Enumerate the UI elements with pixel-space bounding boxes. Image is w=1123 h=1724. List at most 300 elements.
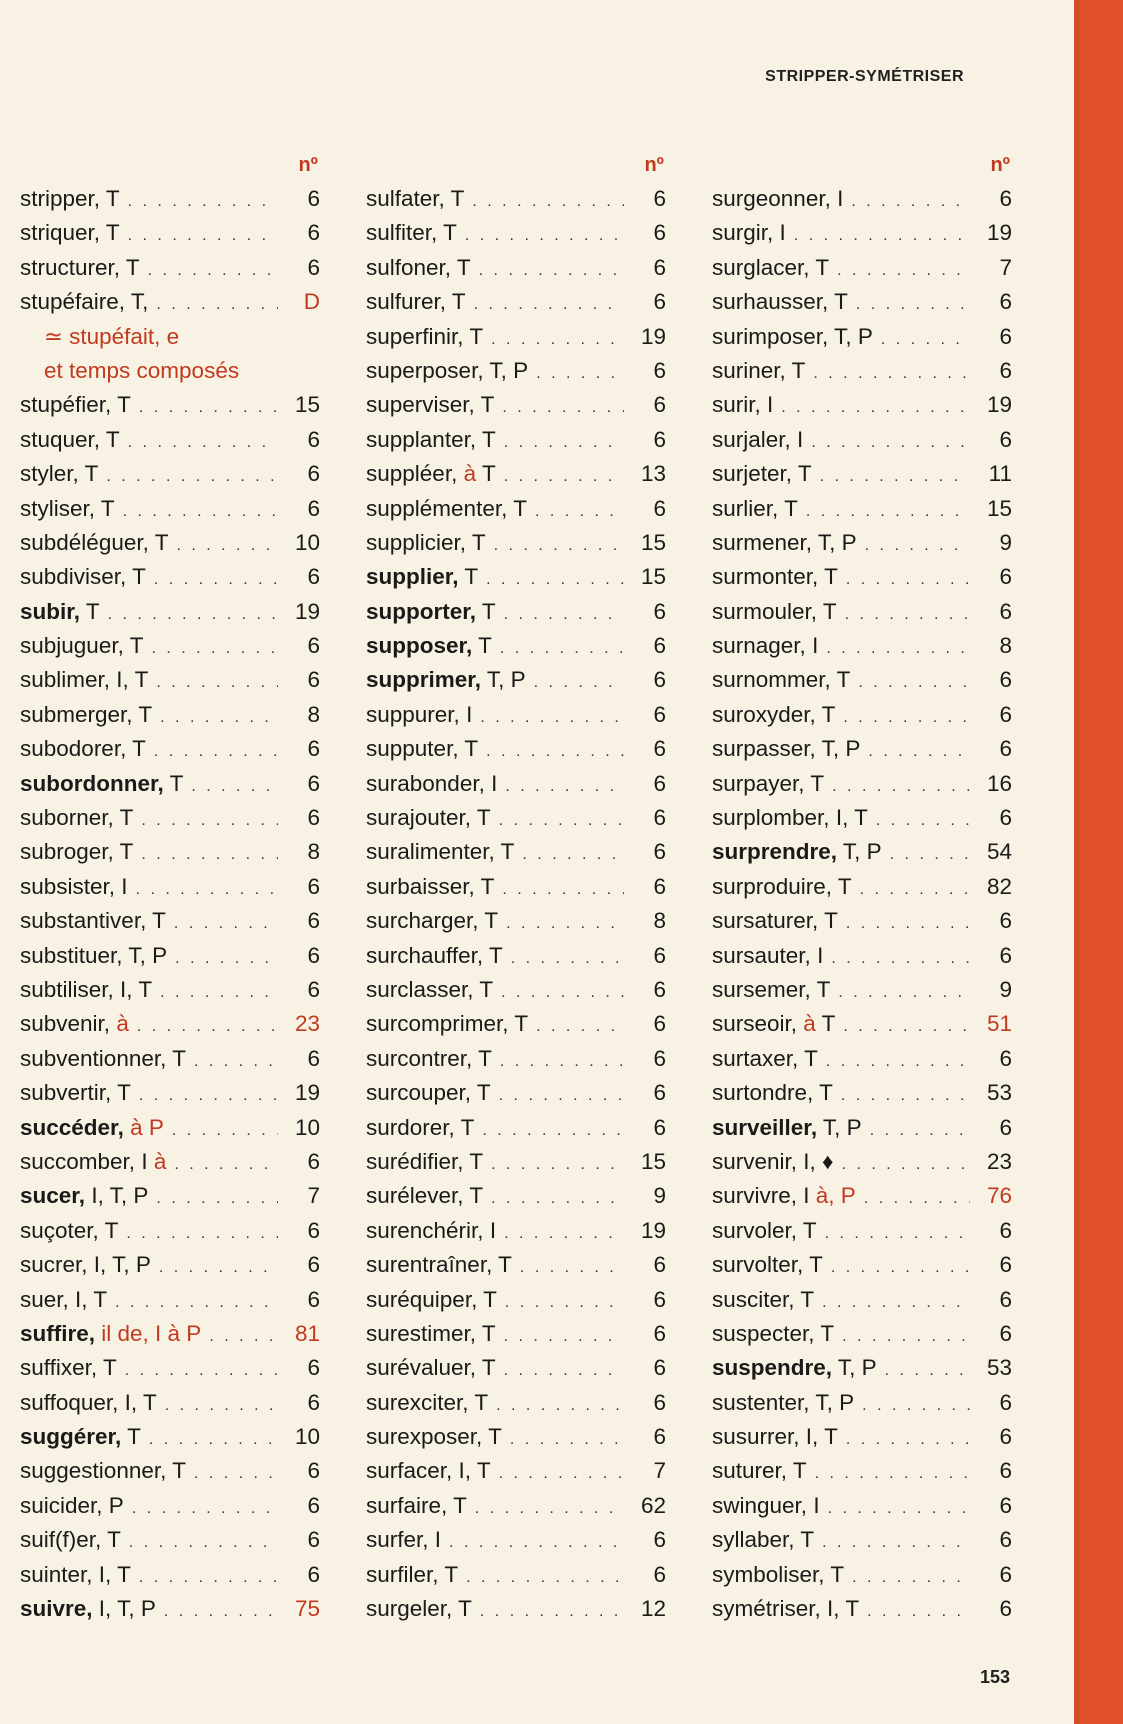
- leader-dots: [841, 1079, 970, 1113]
- conjugation-number: 6: [999, 701, 1012, 727]
- conjugation-number: 6: [307, 220, 320, 246]
- page-edge-band: [1074, 0, 1123, 1724]
- conjugation-number: 6: [999, 357, 1012, 383]
- entry-verb: [366, 1007, 528, 1041]
- grammar-code: T, P: [483, 357, 529, 383]
- leader-dots: [499, 1079, 624, 1113]
- entry-row: [366, 354, 666, 388]
- grammar-code: T, P: [815, 736, 861, 762]
- entry-row: [20, 1489, 320, 1523]
- entry-row: [20, 251, 320, 285]
- conjugation-number: 6: [999, 1458, 1012, 1484]
- entry-verb: [712, 354, 805, 388]
- verb-word: subodorer,: [20, 736, 127, 762]
- entry-verb: [712, 1351, 877, 1385]
- grammar-code: T: [463, 1183, 484, 1209]
- verb-word: stripper,: [20, 186, 101, 211]
- grammar-code-red: à: [110, 1011, 129, 1037]
- entry-row: [20, 1317, 320, 1351]
- grammar-code: T: [474, 873, 495, 899]
- grammar-code: I: [773, 220, 786, 246]
- entry-row: [366, 320, 666, 354]
- verb-word: surfiler,: [366, 1561, 439, 1587]
- grammar-code: I, T: [799, 1424, 838, 1450]
- conjugation-number: 62: [640, 1492, 666, 1518]
- entry-row: [20, 1007, 320, 1041]
- entry-verb: [712, 1283, 814, 1317]
- leader-dots: [128, 185, 278, 219]
- verb-word: subvertir,: [20, 1080, 112, 1106]
- grammar-code: T: [476, 598, 496, 624]
- conjugation-number: 15: [640, 529, 666, 555]
- leader-dots: [504, 1217, 624, 1251]
- entry-verb: [712, 492, 798, 526]
- conjugation-number: 6: [307, 1045, 320, 1071]
- entry-row: [712, 1111, 1012, 1145]
- leader-dots: [480, 701, 624, 735]
- entry-verb: [712, 870, 852, 904]
- conjugation-number: 6: [307, 736, 320, 762]
- grammar-code: T: [785, 357, 806, 383]
- entry-verb: [366, 835, 514, 869]
- grammar-code: T: [787, 1458, 807, 1484]
- entry-row: [20, 870, 320, 904]
- grammar-code: T: [97, 1355, 117, 1381]
- entry-row: [712, 767, 1012, 801]
- entry-row: [20, 595, 320, 629]
- leader-dots: [881, 323, 970, 357]
- entry-verb: [712, 1179, 856, 1213]
- entry-row: [20, 388, 320, 422]
- entry-row: [712, 1076, 1012, 1110]
- grammar-code: T: [471, 805, 491, 831]
- entry-row: [712, 216, 1012, 250]
- verb-word: surclasser,: [366, 976, 474, 1002]
- entry-row: [20, 560, 320, 594]
- grammar-code: T: [472, 1045, 492, 1071]
- entry-row: [20, 320, 320, 354]
- entry-row: [712, 423, 1012, 457]
- entry-row: [20, 1179, 320, 1213]
- verb-word: sursauter,: [712, 942, 811, 968]
- entry-row: [712, 320, 1012, 354]
- conjugation-number: 9: [653, 1183, 666, 1209]
- verb-word: surcharger,: [366, 908, 479, 934]
- entry-verb: [366, 1179, 483, 1213]
- verb-word: subvenir,: [20, 1011, 111, 1037]
- entry-verb: [20, 560, 146, 594]
- grammar-code: I: [115, 873, 128, 899]
- entry-verb: [20, 1076, 131, 1110]
- entry-verb: [20, 526, 168, 560]
- entry-verb: [20, 732, 146, 766]
- verb-word: supplanter,: [366, 426, 477, 452]
- grammar-code: T: [458, 564, 479, 590]
- entry-row: [712, 1179, 1012, 1213]
- entry-row: [712, 1351, 1012, 1385]
- entry-row: [366, 767, 666, 801]
- number-header: nº: [990, 154, 1010, 176]
- verb-word: suçoter,: [20, 1217, 99, 1243]
- verb-word: surseoir,: [712, 1011, 798, 1037]
- leader-dots: [876, 804, 970, 838]
- conjugation-number: 6: [653, 667, 666, 693]
- entry-row: [712, 1420, 1012, 1454]
- entry-verb: [712, 698, 835, 732]
- verb-word: surglacer,: [712, 254, 810, 280]
- entry-verb: [712, 251, 829, 285]
- entry-row: [366, 973, 666, 1007]
- conjugation-number: 6: [653, 1080, 666, 1106]
- verb-word: surenchérir,: [366, 1217, 484, 1243]
- entry-verb: [712, 973, 830, 1007]
- leader-dots: [502, 873, 624, 907]
- verb-word: surhausser,: [712, 289, 829, 315]
- verb-word: surchauffer,: [366, 942, 484, 968]
- leader-dots: [828, 1492, 970, 1526]
- entry-verb: [20, 1489, 124, 1523]
- entry-verb: [712, 767, 824, 801]
- verb-word: styliser,: [20, 495, 96, 521]
- leader-dots: [813, 357, 970, 391]
- grammar-code: T: [438, 1561, 459, 1587]
- conjugation-number: 7: [307, 1183, 320, 1209]
- conjugation-number: 6: [307, 254, 320, 280]
- grammar-code: T: [482, 1424, 502, 1450]
- entry-verb: [366, 1558, 458, 1592]
- grammar-code: T: [492, 1252, 512, 1278]
- verb-word: surabonder,: [366, 770, 485, 796]
- conjugation-number: 6: [307, 1286, 320, 1312]
- conjugation-number: 6: [999, 1217, 1012, 1243]
- entry-row: [366, 1351, 666, 1385]
- entry-verb: [20, 492, 115, 526]
- grammar-code-red: à: [797, 1011, 816, 1037]
- entry-row: [366, 1420, 666, 1454]
- leader-dots: [862, 1389, 970, 1423]
- verb-word: surtaxer,: [712, 1045, 799, 1071]
- conjugation-number: 53: [986, 1080, 1012, 1106]
- verb-word: sucer,: [20, 1183, 86, 1209]
- entry-verb: [366, 1592, 472, 1626]
- entry-row: [366, 801, 666, 835]
- grammar-code: I: [428, 1527, 442, 1553]
- conjugation-number: 6: [653, 1045, 666, 1071]
- verb-word: suralimenter,: [366, 839, 495, 865]
- column-3: [712, 148, 1012, 1626]
- entry-verb: [20, 698, 152, 732]
- leader-dots: [502, 391, 624, 425]
- verb-word: sublimer,: [20, 667, 111, 693]
- entry-row: [366, 1007, 666, 1041]
- conjugation-number: 6: [653, 1114, 666, 1140]
- leader-dots: [851, 185, 970, 219]
- leader-dots: [132, 1492, 278, 1526]
- number-header: nº: [298, 154, 318, 176]
- entry-row: [20, 1248, 320, 1282]
- entry-verb: [712, 216, 786, 250]
- conjugation-number: 8: [307, 701, 320, 727]
- verb-word: superfinir,: [366, 323, 464, 349]
- grammar-code: T: [797, 1217, 817, 1243]
- conjugation-number: 6: [307, 426, 320, 452]
- entry-verb: [712, 526, 857, 560]
- entry-verb: [20, 629, 143, 663]
- verb-word: surcouper,: [366, 1080, 472, 1106]
- leader-dots: [815, 1457, 970, 1491]
- conjugation-number: 6: [653, 976, 666, 1002]
- conjugation-number: 6: [653, 1527, 666, 1553]
- entry-verb: [366, 973, 493, 1007]
- leader-dots: [837, 254, 970, 288]
- conjugation-number: 54: [986, 839, 1012, 865]
- verb-word: surimposer,: [712, 323, 829, 349]
- entry-row: [366, 182, 666, 216]
- entry-row: [366, 1179, 666, 1213]
- entry-verb: [366, 1454, 491, 1488]
- grammar-code-red: il de, I à P: [95, 1320, 202, 1346]
- entry-verb: [20, 1420, 141, 1454]
- conjugation-number: 11: [988, 461, 1012, 487]
- entry-verb: [712, 801, 868, 835]
- entry-verb: [20, 801, 133, 835]
- conjugation-number: 13: [640, 461, 666, 487]
- entry-row: [20, 526, 320, 560]
- grammar-code: T: [148, 529, 169, 555]
- entry-row: [712, 1454, 1012, 1488]
- conjugation-number: 19: [640, 323, 666, 349]
- entry-row: [20, 629, 320, 663]
- leader-dots: [486, 563, 624, 597]
- grammar-code: T: [476, 1320, 496, 1346]
- verb-word: surédifier,: [366, 1148, 464, 1174]
- entry-verb: [366, 1523, 441, 1557]
- conjugation-number: 6: [653, 1355, 666, 1381]
- conjugation-number: 15: [294, 392, 320, 418]
- leader-dots: [126, 1217, 278, 1251]
- conjugation-number: 6: [999, 1596, 1012, 1622]
- verb-word: supprimer,: [366, 667, 482, 693]
- entry-verb: [20, 251, 140, 285]
- entry-row: [712, 1489, 1012, 1523]
- conjugation-number: 6: [999, 1527, 1012, 1553]
- entry-note: et temps composés: [44, 357, 240, 383]
- grammar-code: T: [80, 598, 100, 624]
- leader-dots: [826, 632, 970, 666]
- entry-row: [366, 629, 666, 663]
- grammar-code: I: [790, 426, 804, 452]
- verb-word: styler,: [20, 461, 79, 487]
- grammar-code: T: [476, 426, 496, 452]
- verb-word: surveiller,: [712, 1114, 818, 1140]
- conjugation-number: 6: [653, 770, 666, 796]
- verb-word: surmonter,: [712, 564, 819, 590]
- entry-verb: [20, 1248, 151, 1282]
- conjugation-number: 19: [294, 1080, 320, 1106]
- leader-dots: [504, 426, 624, 460]
- grammar-code: I: [760, 392, 774, 418]
- entry-row: [20, 1420, 320, 1454]
- leader-dots: [494, 529, 624, 563]
- leader-dots: [154, 563, 278, 597]
- grammar-code: I: [135, 1148, 148, 1174]
- verb-word: subdiviser,: [20, 564, 127, 590]
- leader-dots: [820, 460, 970, 494]
- entry-row: [366, 939, 666, 973]
- conjugation-number: 6: [653, 805, 666, 831]
- verb-word: supplémenter,: [366, 495, 508, 521]
- leader-dots: [864, 1182, 970, 1216]
- entry-verb: [20, 457, 98, 491]
- verb-word: surfaire,: [366, 1492, 448, 1518]
- verb-word: sursemer,: [712, 976, 811, 1002]
- leader-dots: [504, 1320, 624, 1354]
- entry-row: [20, 492, 320, 526]
- entry-verb: [20, 1351, 117, 1385]
- verb-word: sulfoner,: [366, 254, 452, 280]
- leader-dots: [506, 907, 624, 941]
- grammar-code: T: [824, 1561, 845, 1587]
- entry-verb: [20, 1145, 166, 1179]
- conjugation-number: 15: [640, 564, 666, 590]
- grammar-code: T: [444, 186, 465, 211]
- verb-word: swinguer,: [712, 1492, 808, 1518]
- leader-dots: [160, 976, 278, 1010]
- grammar-code: T: [818, 564, 838, 590]
- entry-row: [20, 1042, 320, 1076]
- verb-word: subir,: [20, 598, 81, 624]
- entry-row: [712, 939, 1012, 973]
- verb-word: surbaisser,: [366, 873, 475, 899]
- leader-dots: [846, 563, 970, 597]
- entry-row: [20, 1145, 320, 1179]
- entry-verb: [366, 1489, 467, 1523]
- entry-verb: [20, 1179, 148, 1213]
- conjugation-number: 6: [653, 633, 666, 659]
- grammar-code: T: [111, 1080, 131, 1106]
- leader-dots: [159, 1251, 278, 1285]
- leader-dots: [536, 357, 624, 391]
- grammar-code: I, T: [829, 805, 868, 831]
- leader-dots: [174, 907, 278, 941]
- entry-verb: [20, 1386, 157, 1420]
- verb-word: surproduire,: [712, 873, 833, 899]
- entry-verb: [20, 870, 128, 904]
- entry-verb: [712, 1592, 859, 1626]
- grammar-code: I: [459, 701, 473, 727]
- grammar-code: T: [798, 1045, 818, 1071]
- entry-verb: [712, 939, 823, 973]
- conjugation-number: 6: [653, 873, 666, 899]
- verb-word: surentraîner,: [366, 1252, 493, 1278]
- conjugation-number: 6: [307, 633, 320, 659]
- conjugation-number: 6: [307, 564, 320, 590]
- conjugation-number: 23: [986, 1148, 1012, 1174]
- entry-row: [366, 835, 666, 869]
- entry-verb: [366, 629, 492, 663]
- leader-dots: [856, 288, 970, 322]
- leader-dots: [520, 1251, 624, 1285]
- leader-dots: [845, 598, 970, 632]
- conjugation-number: 6: [653, 220, 666, 246]
- entry-row: [712, 973, 1012, 1007]
- conjugation-number: 6: [307, 495, 320, 521]
- conjugation-number: 6: [307, 908, 320, 934]
- conjugation-number: 6: [999, 942, 1012, 968]
- conjugation-number: 6: [307, 1355, 320, 1381]
- leader-dots: [501, 976, 624, 1010]
- conjugation-number: 6: [653, 254, 666, 280]
- verb-word: suspendre,: [712, 1355, 833, 1381]
- grammar-code: T: [452, 1596, 472, 1622]
- grammar-code-red: à, P: [809, 1183, 856, 1209]
- leader-dots: [846, 1423, 970, 1457]
- grammar-code: T: [100, 426, 120, 452]
- conjugation-number: 6: [999, 1286, 1012, 1312]
- conjugation-number: 6: [307, 1217, 320, 1243]
- verb-word: stupéfaire,: [20, 289, 126, 315]
- leader-dots: [822, 1286, 970, 1320]
- leader-dots: [482, 1114, 624, 1148]
- verb-word: suer,: [20, 1286, 69, 1312]
- grammar-code: I, T: [452, 1458, 491, 1484]
- entry-row: [712, 1042, 1012, 1076]
- verb-word: sulfurer,: [366, 289, 447, 315]
- leader-dots: [491, 1148, 624, 1182]
- leader-dots: [505, 770, 624, 804]
- conjugation-number: 6: [999, 598, 1012, 624]
- leader-dots: [826, 1045, 970, 1079]
- grammar-code: T: [123, 633, 144, 659]
- conjugation-number: 7: [999, 254, 1012, 280]
- entry-row: [712, 1145, 1012, 1179]
- leader-dots: [858, 666, 970, 700]
- grammar-code: T: [814, 1320, 835, 1346]
- entry-row: [20, 801, 320, 835]
- verb-word: susciter,: [712, 1286, 795, 1312]
- leader-dots: [154, 735, 278, 769]
- entry-verb: [712, 629, 818, 663]
- grammar-code-red: à P: [123, 1114, 164, 1140]
- entry-row: [366, 1523, 666, 1557]
- grammar-code: T: [437, 220, 457, 246]
- leader-dots: [865, 529, 970, 563]
- grammar-code: T: [476, 1355, 496, 1381]
- conjugation-number: 6: [307, 1252, 320, 1278]
- conjugation-number: 10: [294, 1114, 320, 1140]
- verb-word: surdorer,: [366, 1114, 455, 1140]
- leader-dots: [535, 495, 624, 529]
- conjugation-number: 6: [307, 805, 320, 831]
- entry-row: [20, 216, 320, 250]
- entry-verb: [366, 1386, 488, 1420]
- grammar-code: T: [111, 392, 131, 418]
- conjugation-number: 6: [653, 1561, 666, 1587]
- grammar-code: T, P: [481, 667, 526, 693]
- entry-verb: [20, 973, 152, 1007]
- entry-row: [712, 457, 1012, 491]
- grammar-code: T: [792, 461, 812, 487]
- verb-word: stupéfier,: [20, 392, 112, 418]
- grammar-code-red: à: [147, 1148, 167, 1174]
- entry-row: [366, 870, 666, 904]
- grammar-code: T, P: [122, 942, 168, 968]
- verb-word: suroxyder,: [712, 701, 816, 727]
- grammar-code: T: [126, 564, 146, 590]
- entry-verb: [712, 1076, 833, 1110]
- grammar-code: T: [121, 1424, 141, 1450]
- grammar-code: T: [126, 736, 146, 762]
